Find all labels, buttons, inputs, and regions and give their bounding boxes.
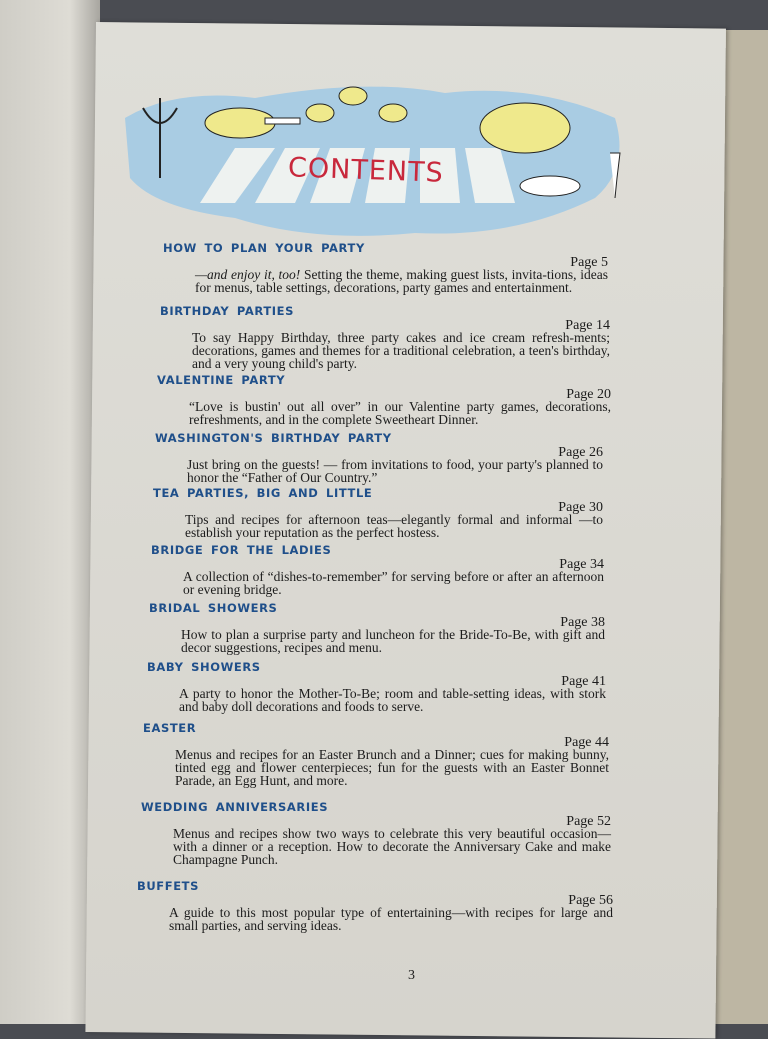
entry-description: Just bring on the guests! — from invitations to food, your party's planned to honor the “Father of Our Country.” [187,457,603,485]
entry-page: Page 5 [570,255,608,270]
plates-icon [520,176,580,196]
entry-description: A guide to this most popular type of entertaining—with recipes for large and small parties, and serving ideas. [169,905,613,933]
entry-page: Page 26 [558,445,603,460]
entry-heading: BRIDGE FOR THE LADIES [151,543,332,557]
entry-description: “Love is bustin' out all over” in our Valentine party games, decorations, refreshments, and in the complete Sweetheart Dinner. [189,399,611,427]
entry-page: Page 38 [560,615,605,630]
entry-text: Setting the theme, making guest lists, invita-tions, ideas for menus, table settings, decorations, party games and entertainment. [195,267,608,295]
toc-entry[interactable] [137,879,613,932]
toc-entry[interactable] [153,486,603,539]
entry-heading: EASTER [143,721,197,735]
entry-page: Page 34 [559,557,604,572]
entry-description: A collection of “dishes-to-remember” for serving before or after an afternoon or evening bridge. [183,569,604,597]
toc-entry[interactable] [160,304,610,370]
entry-page: Page 30 [558,500,603,515]
toc-entry[interactable] [163,241,608,294]
toc-entry[interactable] [141,800,611,866]
page-number: 3 [408,968,415,983]
entry-description: To say Happy Birthday, three party cakes and ice cream refresh-ments; decorations, games and themes for a traditional celebration, a teen's birthday, and a very young child's party. [192,330,610,371]
entry-description: Tips and recipes for afternoon teas—elegantly formal and informal —to establish your reputation as the perfect hostess. [185,512,603,540]
entry-heading: HOW TO PLAN YOUR PARTY [163,241,365,255]
toc-entry[interactable] [143,721,609,787]
entry-heading: WEDDING ANNIVERSARIES [141,800,329,814]
entry-heading: TEA PARTIES, BIG AND LITTLE [153,486,373,500]
entry-description: Menus and recipes for an Easter Brunch and a Dinner; cues for making bunny, tinted egg and flower centerpieces; fun for the guests with an Easter Bonnet Parade, an Egg Hunt, and more. [175,747,609,788]
toc-entry[interactable] [147,660,606,713]
left-page-edge [0,0,100,1024]
teacup-icon [379,104,407,122]
entry-page: Page 56 [568,893,613,908]
tureen-icon [480,103,570,153]
entry-heading: BIRTHDAY PARTIES [160,304,295,318]
entry-page: Page 20 [566,387,611,402]
entry-description: Menus and recipes show two ways to celebrate this very beautiful occasion—with a dinner or a reception. How to decorate the Anniversary Cake and make Champagne Punch. [173,826,611,867]
teacup-icon [339,87,367,105]
toc-entry[interactable] [149,601,605,654]
entry-heading: BUFFETS [137,879,199,893]
entry-description: How to plan a surprise party and luncheon for the Bride-To-Be, with gift and decor suggestions, recipes and menu. [181,627,605,655]
page-title: CONTENTS [287,152,445,189]
entry-heading: BABY SHOWERS [147,660,261,674]
toc-entry[interactable] [157,373,611,426]
entry-page: Page 41 [561,674,606,689]
entry-heading: WASHINGTON'S BIRTHDAY PARTY [155,431,392,445]
entry-page: Page 52 [566,814,611,829]
toc-entry[interactable] [155,431,603,484]
entry-description: A party to honor the Mother-To-Be; room and table-setting ideas, with stork and baby doll decorations and foods to serve. [179,686,606,714]
toc-entry[interactable] [151,543,604,596]
entry-heading: BRIDAL SHOWERS [149,601,278,615]
entry-lead: —and enjoy it, too! [195,267,301,282]
entry-page: Page 14 [565,318,610,333]
entry-page: Page 44 [564,735,609,750]
teacup-icon [306,104,334,122]
entry-description [195,268,608,294]
entry-heading: VALENTINE PARTY [157,373,286,387]
